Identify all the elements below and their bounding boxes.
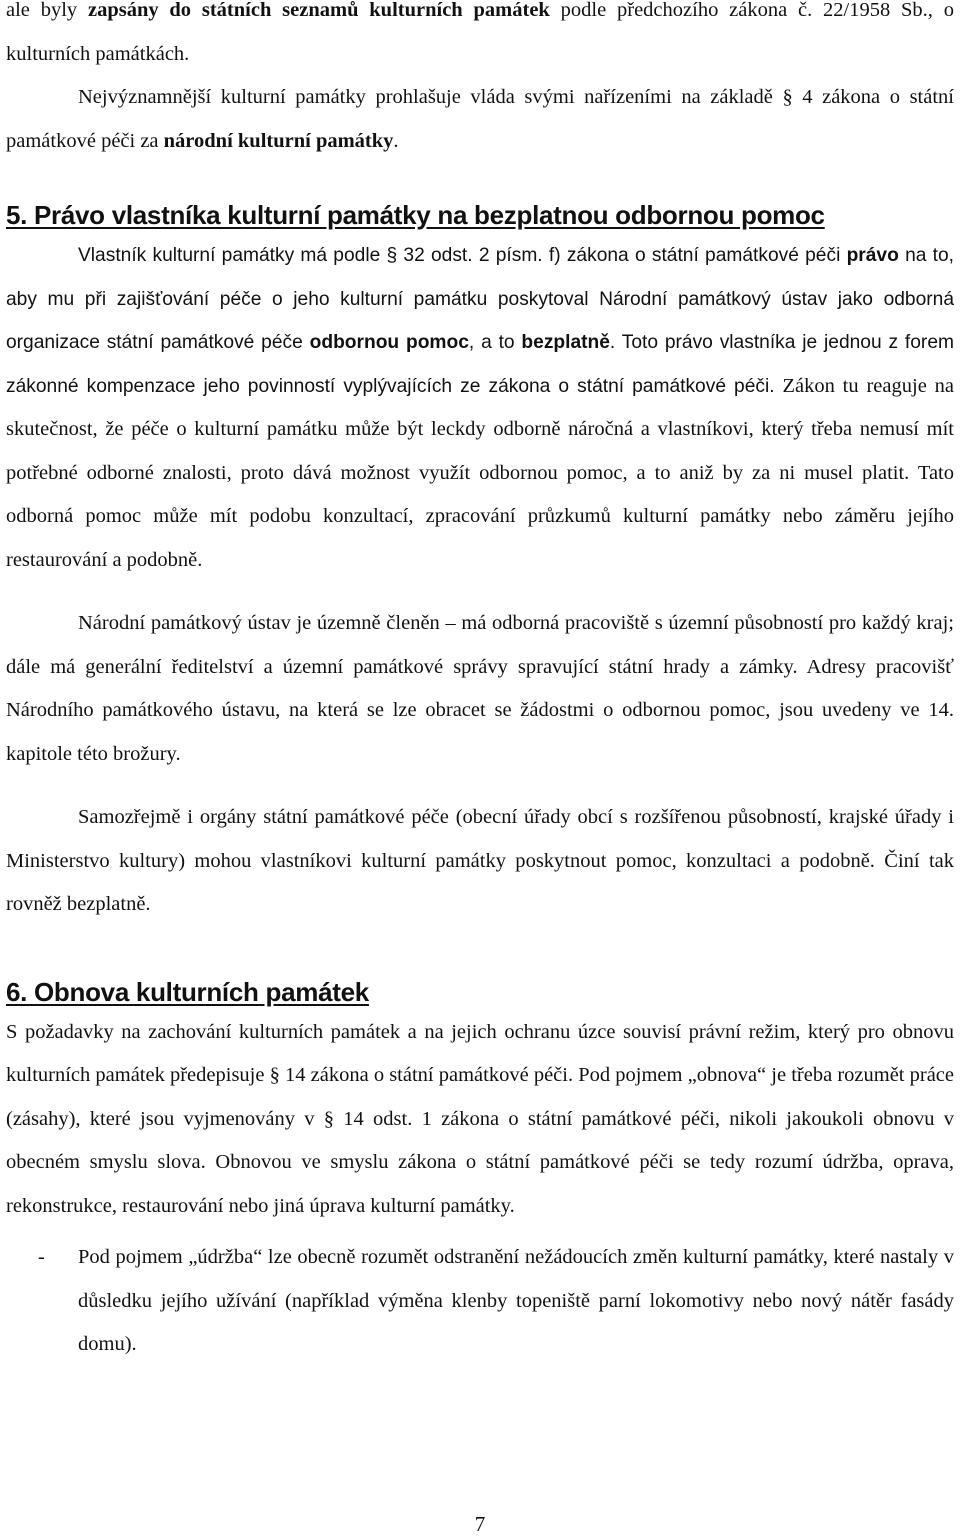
emphasis: národní kulturní památky (163, 129, 394, 152)
list-item (6, 1236, 954, 1367)
list-item-text: Pod pojmem „údržba“ lze obecně rozumět odstranění nežádoucích změn kulturní památky, které nastaly v důsledku jejího užívání (například výměna klenby topeniště parní lokomotivy nebo nový nátěr fasády domu). (78, 1246, 954, 1355)
section-6-body (6, 1011, 954, 1367)
section-6-paragraph-1: S požadavky na zachování kulturních památek a na jejich ochranu úzce souvisí právní režim, který pro obnovu kulturních památek předepisuje § 14 zákona o státní památkové péči. Pod pojmem „obnova“ je třeba rozumět práce (zásahy), které jsou vyjmenovány v § 14 odst. 1 zákona o státní památkové péči, nikoli jakoukoli obnovu v obecném smyslu slova. Obnovou ve smyslu zákona o státní památkové péči se tedy rozumí údržba, oprava, rekonstrukce, restaurování nebo jiná úprava kulturní památky. (6, 1020, 954, 1217)
intro-block (6, 0, 954, 163)
document-page (6, 0, 954, 1367)
section-5-paragraph-2: Národní památkový ústav je územně členěn – má odborná pracoviště s územní působností pro každý kraj; dále má generální ředitelství a územní památkové správy spravující státní hrady a zámky. Adresy pracovišť Národního památkového ústavu, na která se lze obracet se žádostmi o odbornou pomoc, jsou uvedeny ve 14. kapitole této brožury. (6, 612, 954, 765)
section-6-heading: 6. Obnova kulturních památek (6, 976, 369, 1007)
intro-paragraph-2: Nejvýznamnější kulturní památky prohlašuje vláda svými nařízeními na základě § 4 zákona o státní památkové péči za národní kulturní památky. (6, 86, 954, 152)
section-5-heading: 5. Právo vlastníka kulturní památky na bezplatnou odbornou pomoc (6, 200, 825, 230)
section-5-body (6, 234, 954, 927)
intro-paragraph-1: ale byly zapsány do státních seznamů kulturních památek podle předchozího zákona č. 22/1958 Sb., o kulturních památkách. (6, 0, 954, 65)
section-5-paragraph-3: Samozřejmě i orgány státní památkové péče (obecní úřady obcí s rozšířenou působností, krajské úřady i Ministerstvo kultury) mohou vlastníkovi kulturní památky poskytnout pomoc, konzultaci a podobně. Činí tak rovněž bezplatně. (6, 806, 954, 915)
section-5-paragraph-1: Vlastník kulturní památky má podle § 32 odst. 2 písm. f) zákona o státní památkové péči právo na to, aby mu při zajišťování péče o jeho kulturní památku poskytoval Národní památkový ústav jako odborná organizace státní památkové péče odbornou pomoc, a to bezplatně. Toto právo vlastníka je jednou z forem zákonné kompenzace jeho povinností vyplývajících ze zákona o státní památkové péči. Zákon tu reaguje na skutečnost, že péče o kulturní památku může být leckdy odborně náročná a vlastníkovi, který třeba nemusí mít potřebné odborné znalosti, proto dává možnost využít odbornou pomoc, a to aniž by za ni musel platit. Tato odborná pomoc může mít podobu konzultací, zpracování průzkumů kulturní památky nebo záměru jejího restaurování a podobně. (6, 245, 955, 571)
emphasis: zapsány do státních seznamů kulturních památek (87, 0, 550, 21)
page-number: 7 (474, 1512, 486, 1536)
list-dash: - (38, 1246, 45, 1268)
